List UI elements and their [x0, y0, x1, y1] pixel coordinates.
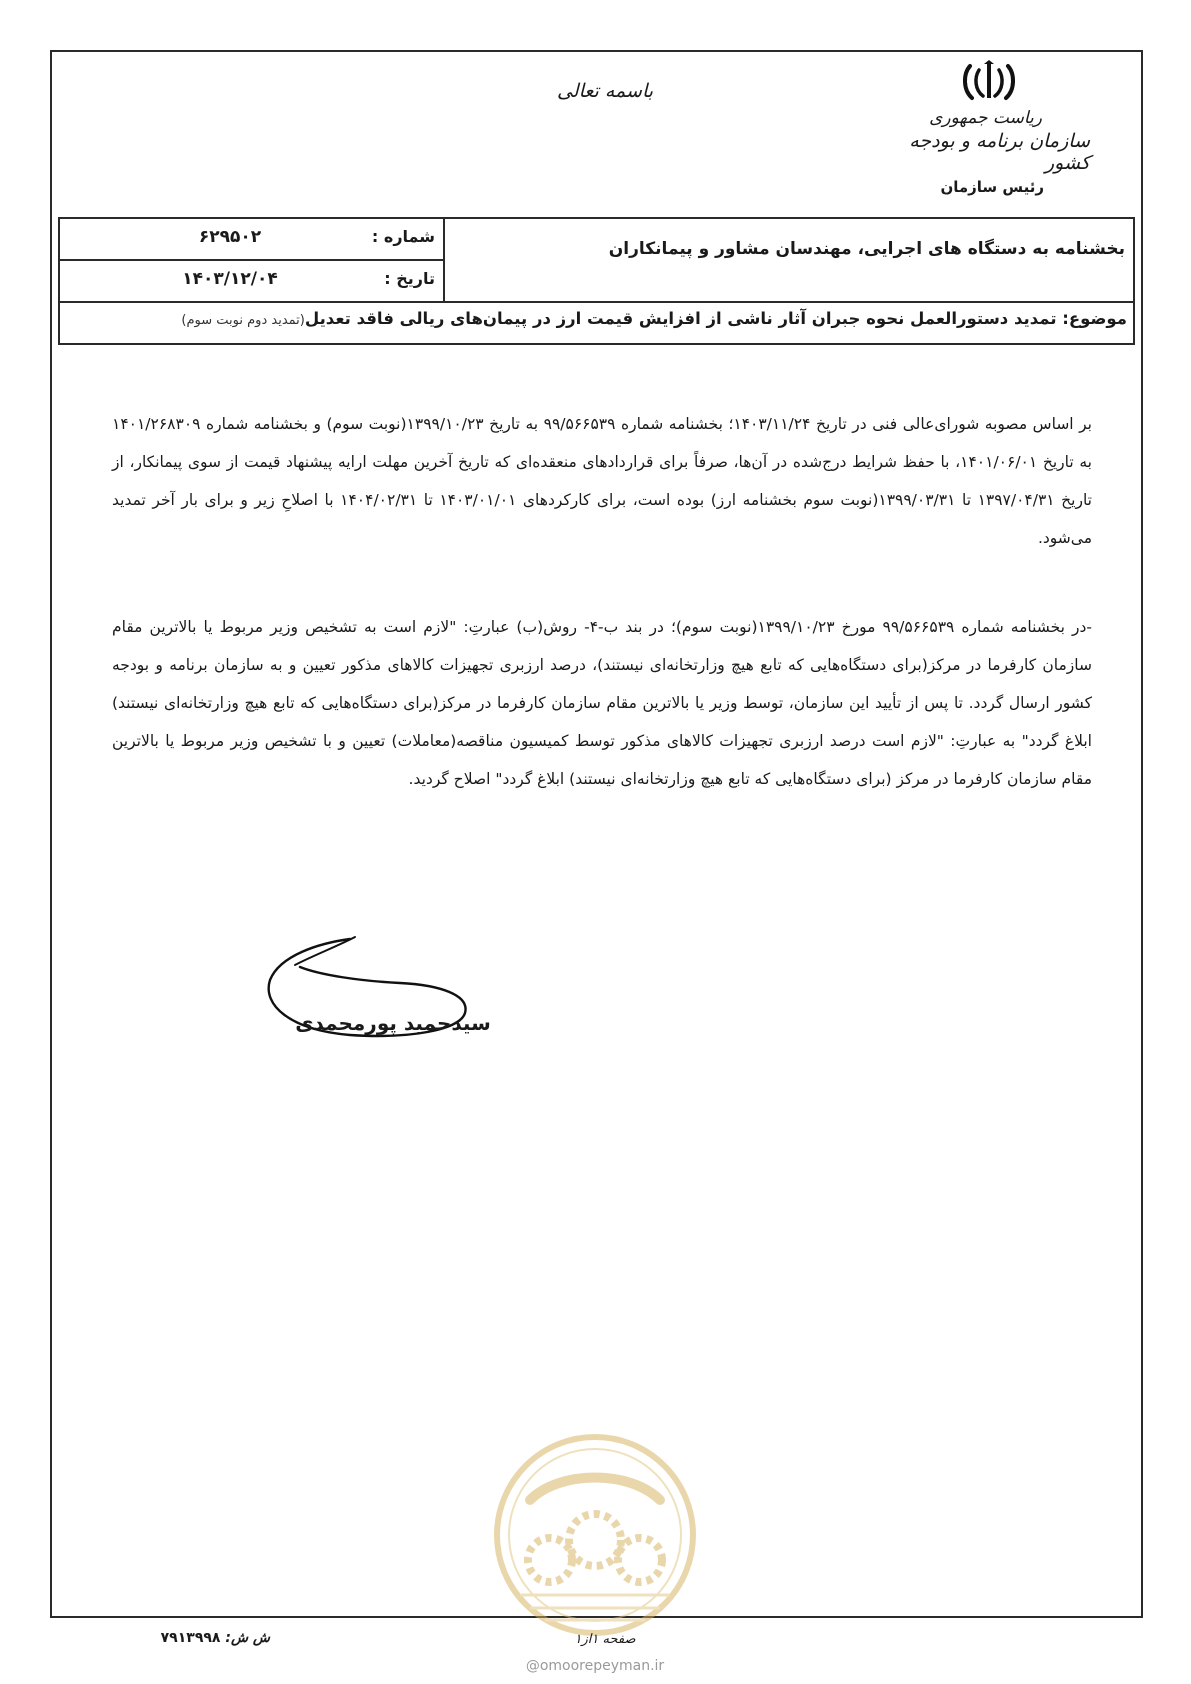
- letter-header-table: [58, 217, 1135, 345]
- signatory-name: سیدحمید پورمحمدی: [295, 1011, 491, 1035]
- org-presidency: ریاست جمهوری: [929, 108, 1042, 128]
- body-paragraph-2: -در بخشنامه شماره ۹۹/۵۶۶۵۳۹ مورخ ۱۳۹۹/۱۰/۲۳(نوبت سوم)؛ در بند ب-۴- روش(ب) عبارتِ: "لازم است به تشخیص وزیر مربوط یا بالاترین مقام سازمان کارفرما در مرکز(برای دستگاه‌هایی که تابع هیچ وزارتخانه‌ای نیستند)، درصد ارزبری تجهیزات کالاهای مذکور تعیین و به سازمان برنامه و بودجه کشور ارسال گردد. تا پس از تأیید این سازمان، توسط وزیر یا بالاترین مقام سازمان کارفرما در مرکز(برای دستگاه‌هایی که تابع هیچ وزارتخانه‌ای نیستند) ابلاغ گردد" به عبارتِ: "لازم است درصد ارزبری تجهیزات کالاهای مذکور توسط کمیسیون مناقصه(معاملات) تعیین و با تشخیص وزیر مربوط یا بالاترین مقام سازمان کارفرما در مرکز (برای دستگاه‌هایی که تابع هیچ وزارتخانه‌ای نیستند) ابلاغ گردد" اصلاح گردید.: [112, 618, 1092, 788]
- page-number: صفحه ۱از۱: [574, 1632, 636, 1647]
- number-label: شماره :: [371, 227, 435, 246]
- letter-date: ۱۴۰۳/۱۲/۰۴: [182, 269, 278, 289]
- header-top-row: [60, 219, 1133, 303]
- letter-number: ۶۲۹۵۰۲: [198, 227, 262, 247]
- body-paragraph-1: بر اساس مصوبه شورای‌عالی فنی در تاریخ ۱۴۰۳/۱۱/۲۴؛ بخشنامه شماره ۹۹/۵۶۶۵۳۹ به تاریخ ۱۳۹۹/۱۰/۲۳(نوبت سوم) و بخشنامه شماره ۱۴۰۱/۲۶۸۳۰۹ به تاریخ ۱۴۰۱/۰۶/۰۱، با حفظ شرایط درج‌شده در آن‌ها، صرفاً برای قراردادهای منعقده‌ای که تاریخ آخرین مهلت ارایه پیشنهاد قیمت از سوی پیمانکار، از تاریخ ۱۳۹۷/۰۴/۳۱ تا ۱۳۹۹/۰۳/۳۱(نوبت سوم بخشنامه ارز) بوده است، برای کارکردهای ۱۴۰۳/۰۱/۰۱ تا ۱۴۰۴/۰۲/۳۱ با اصلاحِ زیر و برای بار آخر تمدید می‌شود.: [112, 415, 1093, 547]
- subject-note: (تمدید دوم نوبت سوم): [181, 313, 305, 328]
- iran-emblem-icon: [962, 60, 1016, 104]
- tracking-value: ۷۹۱۳۹۹۸: [160, 1630, 221, 1646]
- watermark-logo: [490, 1430, 700, 1640]
- addressee: بخشنامه به دستگاه های اجرایی، مهندسان مشاور و پیمانکاران: [608, 239, 1125, 259]
- subject: موضوع: تمدید دستورالعمل نحوه جبران آثار ناشی از افزایش قیمت ارز در پیمان‌های ریالی فاقد تعدیل: [304, 309, 1127, 328]
- table-divider: [443, 219, 445, 301]
- table-divider: [60, 259, 443, 261]
- invocation: باسمه تعالی: [556, 80, 654, 102]
- tracking-label: ش ش:: [225, 1630, 270, 1646]
- subject-row: [70, 309, 1127, 328]
- date-label: تاریخ :: [384, 269, 435, 288]
- org-name: سازمان برنامه و بودجه کشور: [909, 130, 1090, 174]
- organization-block: [900, 108, 1090, 196]
- watermark-url: @omoorepeyman.ir: [525, 1658, 665, 1674]
- org-position: رئیس سازمان: [940, 178, 1044, 196]
- tracking-number: [120, 1630, 270, 1646]
